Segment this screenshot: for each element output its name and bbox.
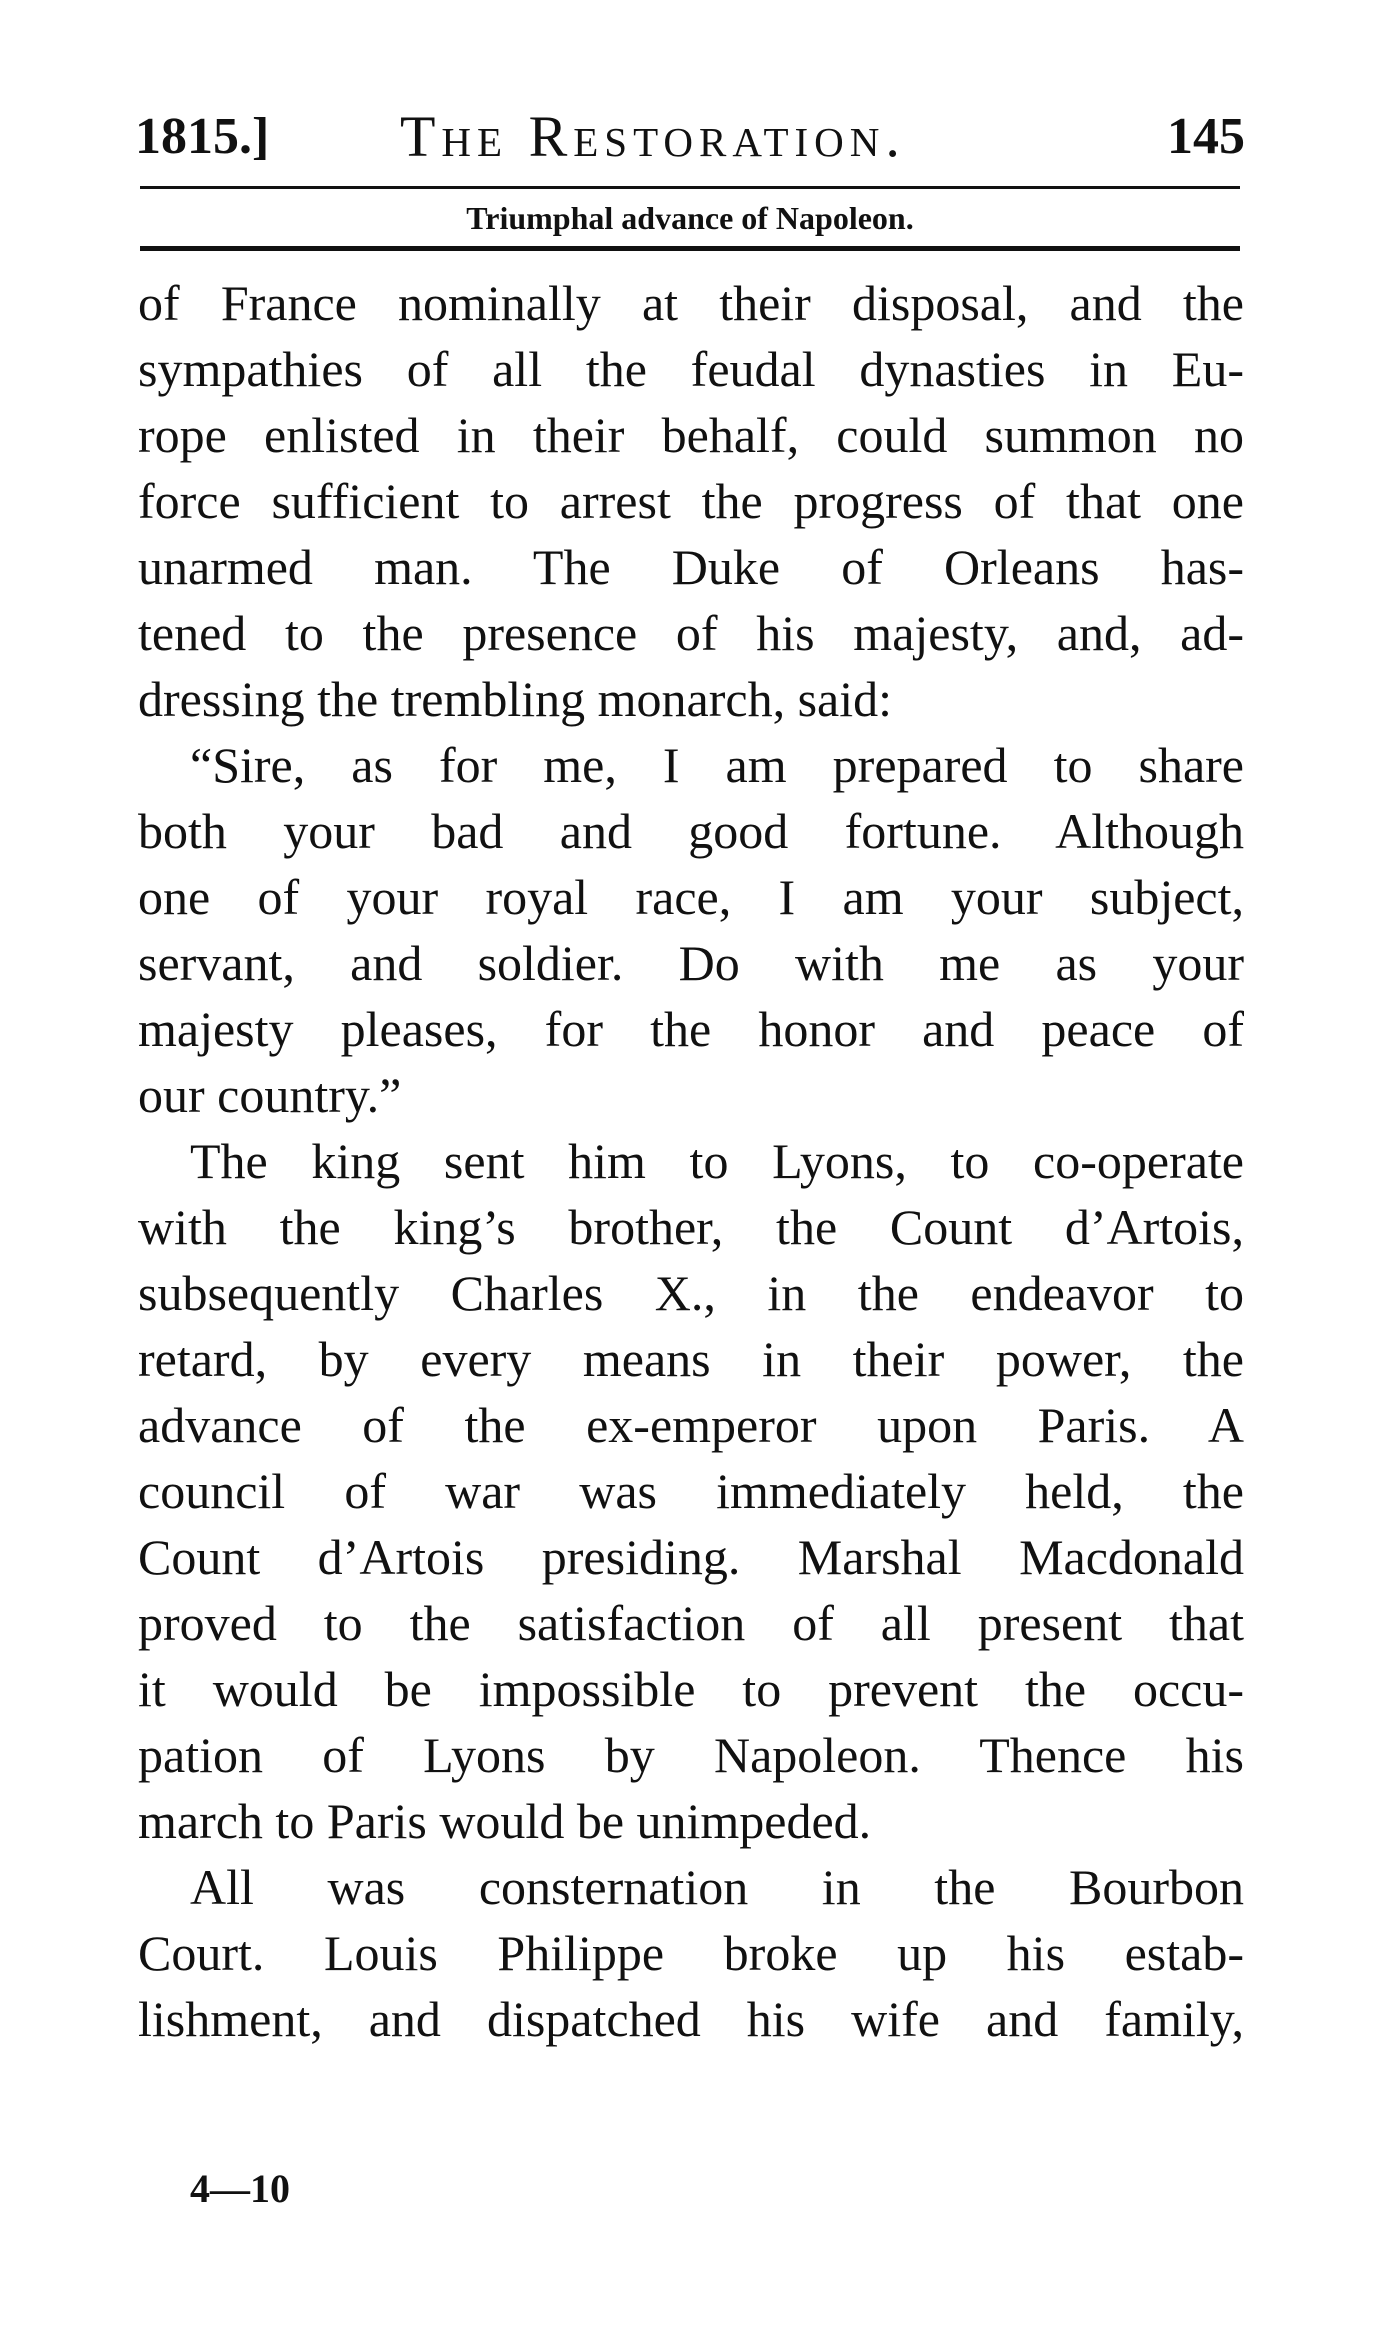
text-line: it would be impossible to prevent the occu- xyxy=(138,1661,1244,1717)
text-line: council of war was immediately held, the xyxy=(138,1463,1244,1519)
text-line: rope enlisted in their behalf, could summon no xyxy=(138,407,1244,463)
text-line: All was consternation in the Bourbon xyxy=(190,1859,1244,1915)
text-line: pation of Lyons by Napoleon. Thence his xyxy=(138,1727,1244,1783)
header-rule-bottom xyxy=(140,246,1240,251)
text-line: Court. Louis Philippe broke up his estab- xyxy=(138,1925,1244,1981)
signature-mark: 4—10 xyxy=(190,2166,290,2211)
text-line: unarmed man. The Duke of Orleans has- xyxy=(138,539,1244,595)
text-line: of France nominally at their disposal, and the xyxy=(138,275,1244,331)
running-head xyxy=(135,102,1245,172)
text-line: subsequently Charles X., in the endeavor to xyxy=(138,1265,1244,1321)
text-line: one of your royal race, I am your subject, xyxy=(138,869,1244,925)
text-line: both your bad and good fortune. Although xyxy=(138,803,1244,859)
header-rule-top xyxy=(140,186,1240,189)
text-line: majesty pleases, for the honor and peace of xyxy=(138,1001,1244,1057)
text-line: with the king’s brother, the Count d’Artois, xyxy=(138,1199,1244,1255)
header-title: The Restoration. xyxy=(400,104,906,169)
page-number: 145 xyxy=(1167,108,1245,165)
text-line: advance of the ex-emperor upon Paris. A xyxy=(138,1397,1244,1453)
text-line: proved to the satisfaction of all present that xyxy=(138,1595,1244,1651)
text-line: our country.” xyxy=(138,1067,402,1123)
text-line: servant, and soldier. Do with me as your xyxy=(138,935,1244,991)
text-line: “Sire, as for me, I am prepared to share xyxy=(190,737,1244,793)
text-line: force sufficient to arrest the progress of that one xyxy=(138,473,1244,529)
text-line: The king sent him to Lyons, to co-operate xyxy=(190,1133,1244,1189)
text-line: sympathies of all the feudal dynasties in Eu- xyxy=(138,341,1244,397)
text-line: dressing the trembling monarch, said: xyxy=(138,671,893,727)
text-line: retard, by every means in their power, the xyxy=(138,1331,1244,1387)
text-line: lishment, and dispatched his wife and family, xyxy=(138,1991,1244,2047)
header-year: 1815.] xyxy=(135,108,270,165)
section-subheading: Triumphal advance of Napoleon. xyxy=(466,200,914,236)
text-line: Count d’Artois presiding. Marshal Macdonald xyxy=(138,1529,1244,1585)
text-line: tened to the presence of his majesty, and, ad- xyxy=(138,605,1244,661)
body-text xyxy=(138,270,1244,2052)
text-line: march to Paris would be unimpeded. xyxy=(138,1793,872,1849)
